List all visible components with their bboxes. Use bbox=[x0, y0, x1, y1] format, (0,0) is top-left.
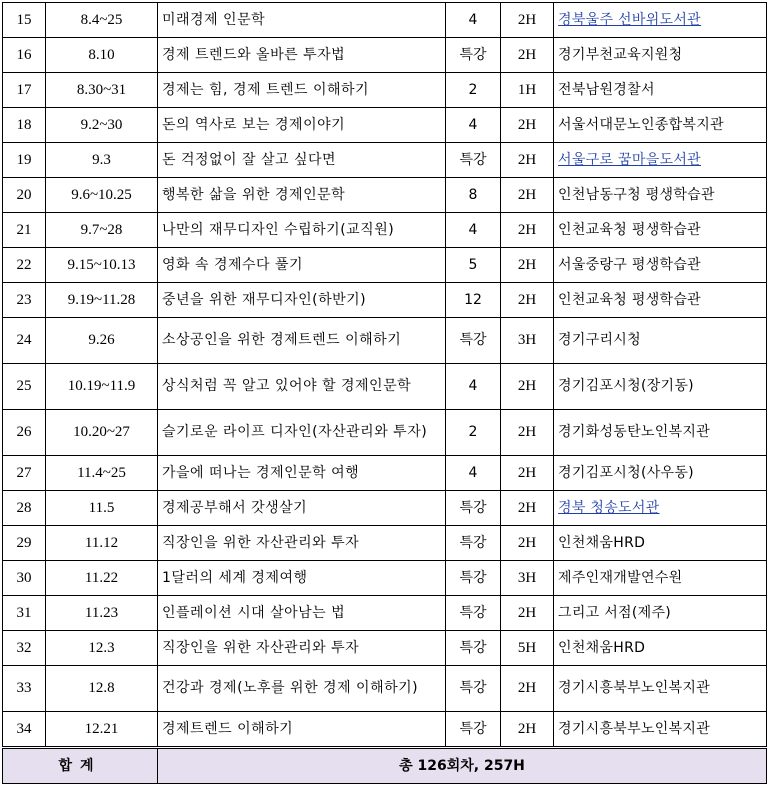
row-venue: 경기김포시청(장기동) bbox=[554, 364, 767, 410]
table-row bbox=[3, 248, 767, 283]
row-number: 19 bbox=[3, 143, 46, 178]
table-row bbox=[3, 143, 767, 178]
row-count: 특강 bbox=[446, 143, 501, 178]
row-date: 9.2~30 bbox=[46, 108, 158, 143]
row-count: 특강 bbox=[446, 666, 501, 712]
row-date: 11.4~25 bbox=[46, 456, 158, 491]
row-number: 24 bbox=[3, 318, 46, 364]
table-row bbox=[3, 73, 767, 108]
row-date: 10.20~27 bbox=[46, 410, 158, 456]
row-number: 17 bbox=[3, 73, 46, 108]
row-title: 직장인을 위한 자산관리와 투자 bbox=[158, 631, 446, 666]
row-number: 23 bbox=[3, 283, 46, 318]
row-hours: 2H bbox=[501, 364, 554, 410]
row-number: 22 bbox=[3, 248, 46, 283]
row-count: 5 bbox=[446, 248, 501, 283]
row-date: 9.7~28 bbox=[46, 213, 158, 248]
row-count: 4 bbox=[446, 108, 501, 143]
row-hours: 3H bbox=[501, 561, 554, 596]
row-hours: 2H bbox=[501, 38, 554, 73]
row-hours: 2H bbox=[501, 283, 554, 318]
row-venue: 인천채움HRD bbox=[554, 631, 767, 666]
row-venue: 경기시흥북부노인복지관 bbox=[554, 666, 767, 712]
row-venue: 경기구리시청 bbox=[554, 318, 767, 364]
row-venue[interactable]: 서울구로 꿈마을도서관 bbox=[554, 143, 767, 178]
row-hours: 2H bbox=[501, 491, 554, 526]
row-date: 8.4~25 bbox=[46, 3, 158, 38]
table-row bbox=[3, 108, 767, 143]
row-count: 8 bbox=[446, 178, 501, 213]
row-venue: 제주인재개발연수원 bbox=[554, 561, 767, 596]
row-venue: 경기화성동탄노인복지관 bbox=[554, 410, 767, 456]
row-date: 9.6~10.25 bbox=[46, 178, 158, 213]
row-hours: 3H bbox=[501, 318, 554, 364]
row-title: 경제는 힘, 경제 트렌드 이해하기 bbox=[158, 73, 446, 108]
row-number: 29 bbox=[3, 526, 46, 561]
row-title: 경제공부해서 갓생살기 bbox=[158, 491, 446, 526]
row-number: 28 bbox=[3, 491, 46, 526]
row-date: 9.26 bbox=[46, 318, 158, 364]
row-venue: 서울중랑구 평생학습관 bbox=[554, 248, 767, 283]
row-number: 15 bbox=[3, 3, 46, 38]
row-number: 30 bbox=[3, 561, 46, 596]
row-title: 가을에 떠나는 경제인문학 여행 bbox=[158, 456, 446, 491]
row-hours: 2H bbox=[501, 178, 554, 213]
row-hours: 1H bbox=[501, 73, 554, 108]
row-number: 34 bbox=[3, 712, 46, 748]
row-date: 9.19~11.28 bbox=[46, 283, 158, 318]
table-row bbox=[3, 3, 767, 38]
row-hours: 2H bbox=[501, 213, 554, 248]
row-venue: 경기시흥북부노인복지관 bbox=[554, 712, 767, 748]
row-date: 9.3 bbox=[46, 143, 158, 178]
row-venue: 인천교육청 평생학습관 bbox=[554, 283, 767, 318]
row-hours: 2H bbox=[501, 526, 554, 561]
row-title: 직장인을 위한 자산관리와 투자 bbox=[158, 526, 446, 561]
row-venue[interactable]: 경북 청송도서관 bbox=[554, 491, 767, 526]
row-number: 16 bbox=[3, 38, 46, 73]
row-venue[interactable]: 경북울주 선바위도서관 bbox=[554, 3, 767, 38]
row-count: 특강 bbox=[446, 712, 501, 748]
row-count: 특강 bbox=[446, 631, 501, 666]
total-row bbox=[3, 748, 767, 784]
row-hours: 2H bbox=[501, 712, 554, 748]
row-date: 8.30~31 bbox=[46, 73, 158, 108]
row-number: 20 bbox=[3, 178, 46, 213]
row-venue: 인천남동구청 평생학습관 bbox=[554, 178, 767, 213]
total-value: 총 126회차, 257H bbox=[158, 748, 767, 784]
table-row bbox=[3, 491, 767, 526]
row-hours: 2H bbox=[501, 666, 554, 712]
row-title: 행복한 삶을 위한 경제인문학 bbox=[158, 178, 446, 213]
row-date: 11.22 bbox=[46, 561, 158, 596]
table-row bbox=[3, 526, 767, 561]
row-title: 중년을 위한 재무디자인(하반기) bbox=[158, 283, 446, 318]
schedule-body bbox=[3, 3, 767, 748]
row-hours: 2H bbox=[501, 456, 554, 491]
row-venue: 경기김포시청(사우동) bbox=[554, 456, 767, 491]
row-title: 돈의 역사로 보는 경제이야기 bbox=[158, 108, 446, 143]
row-count: 12 bbox=[446, 283, 501, 318]
row-date: 9.15~10.13 bbox=[46, 248, 158, 283]
row-number: 18 bbox=[3, 108, 46, 143]
table-row bbox=[3, 178, 767, 213]
row-date: 11.5 bbox=[46, 491, 158, 526]
row-venue: 경기부천교육지원청 bbox=[554, 38, 767, 73]
table-row bbox=[3, 364, 767, 410]
row-hours: 2H bbox=[501, 248, 554, 283]
table-row bbox=[3, 283, 767, 318]
row-title: 미래경제 인문학 bbox=[158, 3, 446, 38]
row-venue: 전북남원경찰서 bbox=[554, 73, 767, 108]
row-number: 25 bbox=[3, 364, 46, 410]
row-title: 경제트렌드 이해하기 bbox=[158, 712, 446, 748]
row-count: 4 bbox=[446, 364, 501, 410]
table-row bbox=[3, 318, 767, 364]
row-title: 슬기로운 라이프 디자인(자산관리와 투자) bbox=[158, 410, 446, 456]
row-title: 돈 걱정없이 잘 살고 싶다면 bbox=[158, 143, 446, 178]
table-row bbox=[3, 712, 767, 748]
total-label: 합계 bbox=[3, 748, 158, 784]
row-count: 2 bbox=[446, 410, 501, 456]
lecture-schedule-table bbox=[2, 2, 767, 784]
row-count: 특강 bbox=[446, 491, 501, 526]
row-date: 12.21 bbox=[46, 712, 158, 748]
row-title: 나만의 재무디자인 수립하기(교직원) bbox=[158, 213, 446, 248]
table-row bbox=[3, 38, 767, 73]
row-title: 소상공인을 위한 경제트렌드 이해하기 bbox=[158, 318, 446, 364]
row-date: 10.19~11.9 bbox=[46, 364, 158, 410]
row-count: 4 bbox=[446, 456, 501, 491]
row-number: 26 bbox=[3, 410, 46, 456]
row-count: 특강 bbox=[446, 526, 501, 561]
row-hours: 2H bbox=[501, 596, 554, 631]
table-row bbox=[3, 596, 767, 631]
table-row bbox=[3, 456, 767, 491]
table-row bbox=[3, 666, 767, 712]
row-date: 8.10 bbox=[46, 38, 158, 73]
row-number: 32 bbox=[3, 631, 46, 666]
row-number: 33 bbox=[3, 666, 46, 712]
row-venue: 인천채움HRD bbox=[554, 526, 767, 561]
row-venue: 그리고 서점(제주) bbox=[554, 596, 767, 631]
row-hours: 2H bbox=[501, 108, 554, 143]
row-count: 특강 bbox=[446, 561, 501, 596]
row-date: 11.23 bbox=[46, 596, 158, 631]
row-count: 2 bbox=[446, 73, 501, 108]
row-hours: 5H bbox=[501, 631, 554, 666]
row-number: 21 bbox=[3, 213, 46, 248]
row-title: 상식처럼 꼭 알고 있어야 할 경제인문학 bbox=[158, 364, 446, 410]
row-hours: 2H bbox=[501, 410, 554, 456]
row-count: 특강 bbox=[446, 596, 501, 631]
row-date: 11.12 bbox=[46, 526, 158, 561]
row-title: 건강과 경제(노후를 위한 경제 이해하기) bbox=[158, 666, 446, 712]
row-count: 특강 bbox=[446, 38, 501, 73]
row-venue: 인천교육청 평생학습관 bbox=[554, 213, 767, 248]
table-row bbox=[3, 213, 767, 248]
table-row bbox=[3, 631, 767, 666]
row-title: 인플레이션 시대 살아남는 법 bbox=[158, 596, 446, 631]
row-date: 12.8 bbox=[46, 666, 158, 712]
row-title: 1달러의 세계 경제여행 bbox=[158, 561, 446, 596]
row-title: 경제 트렌드와 올바른 투자법 bbox=[158, 38, 446, 73]
row-date: 12.3 bbox=[46, 631, 158, 666]
row-count: 특강 bbox=[446, 318, 501, 364]
row-title: 영화 속 경제수다 풀기 bbox=[158, 248, 446, 283]
row-hours: 2H bbox=[501, 143, 554, 178]
row-count: 4 bbox=[446, 3, 501, 38]
row-number: 27 bbox=[3, 456, 46, 491]
row-number: 31 bbox=[3, 596, 46, 631]
row-hours: 2H bbox=[501, 3, 554, 38]
table-row bbox=[3, 410, 767, 456]
table-row bbox=[3, 561, 767, 596]
row-count: 4 bbox=[446, 213, 501, 248]
row-venue: 서울서대문노인종합복지관 bbox=[554, 108, 767, 143]
